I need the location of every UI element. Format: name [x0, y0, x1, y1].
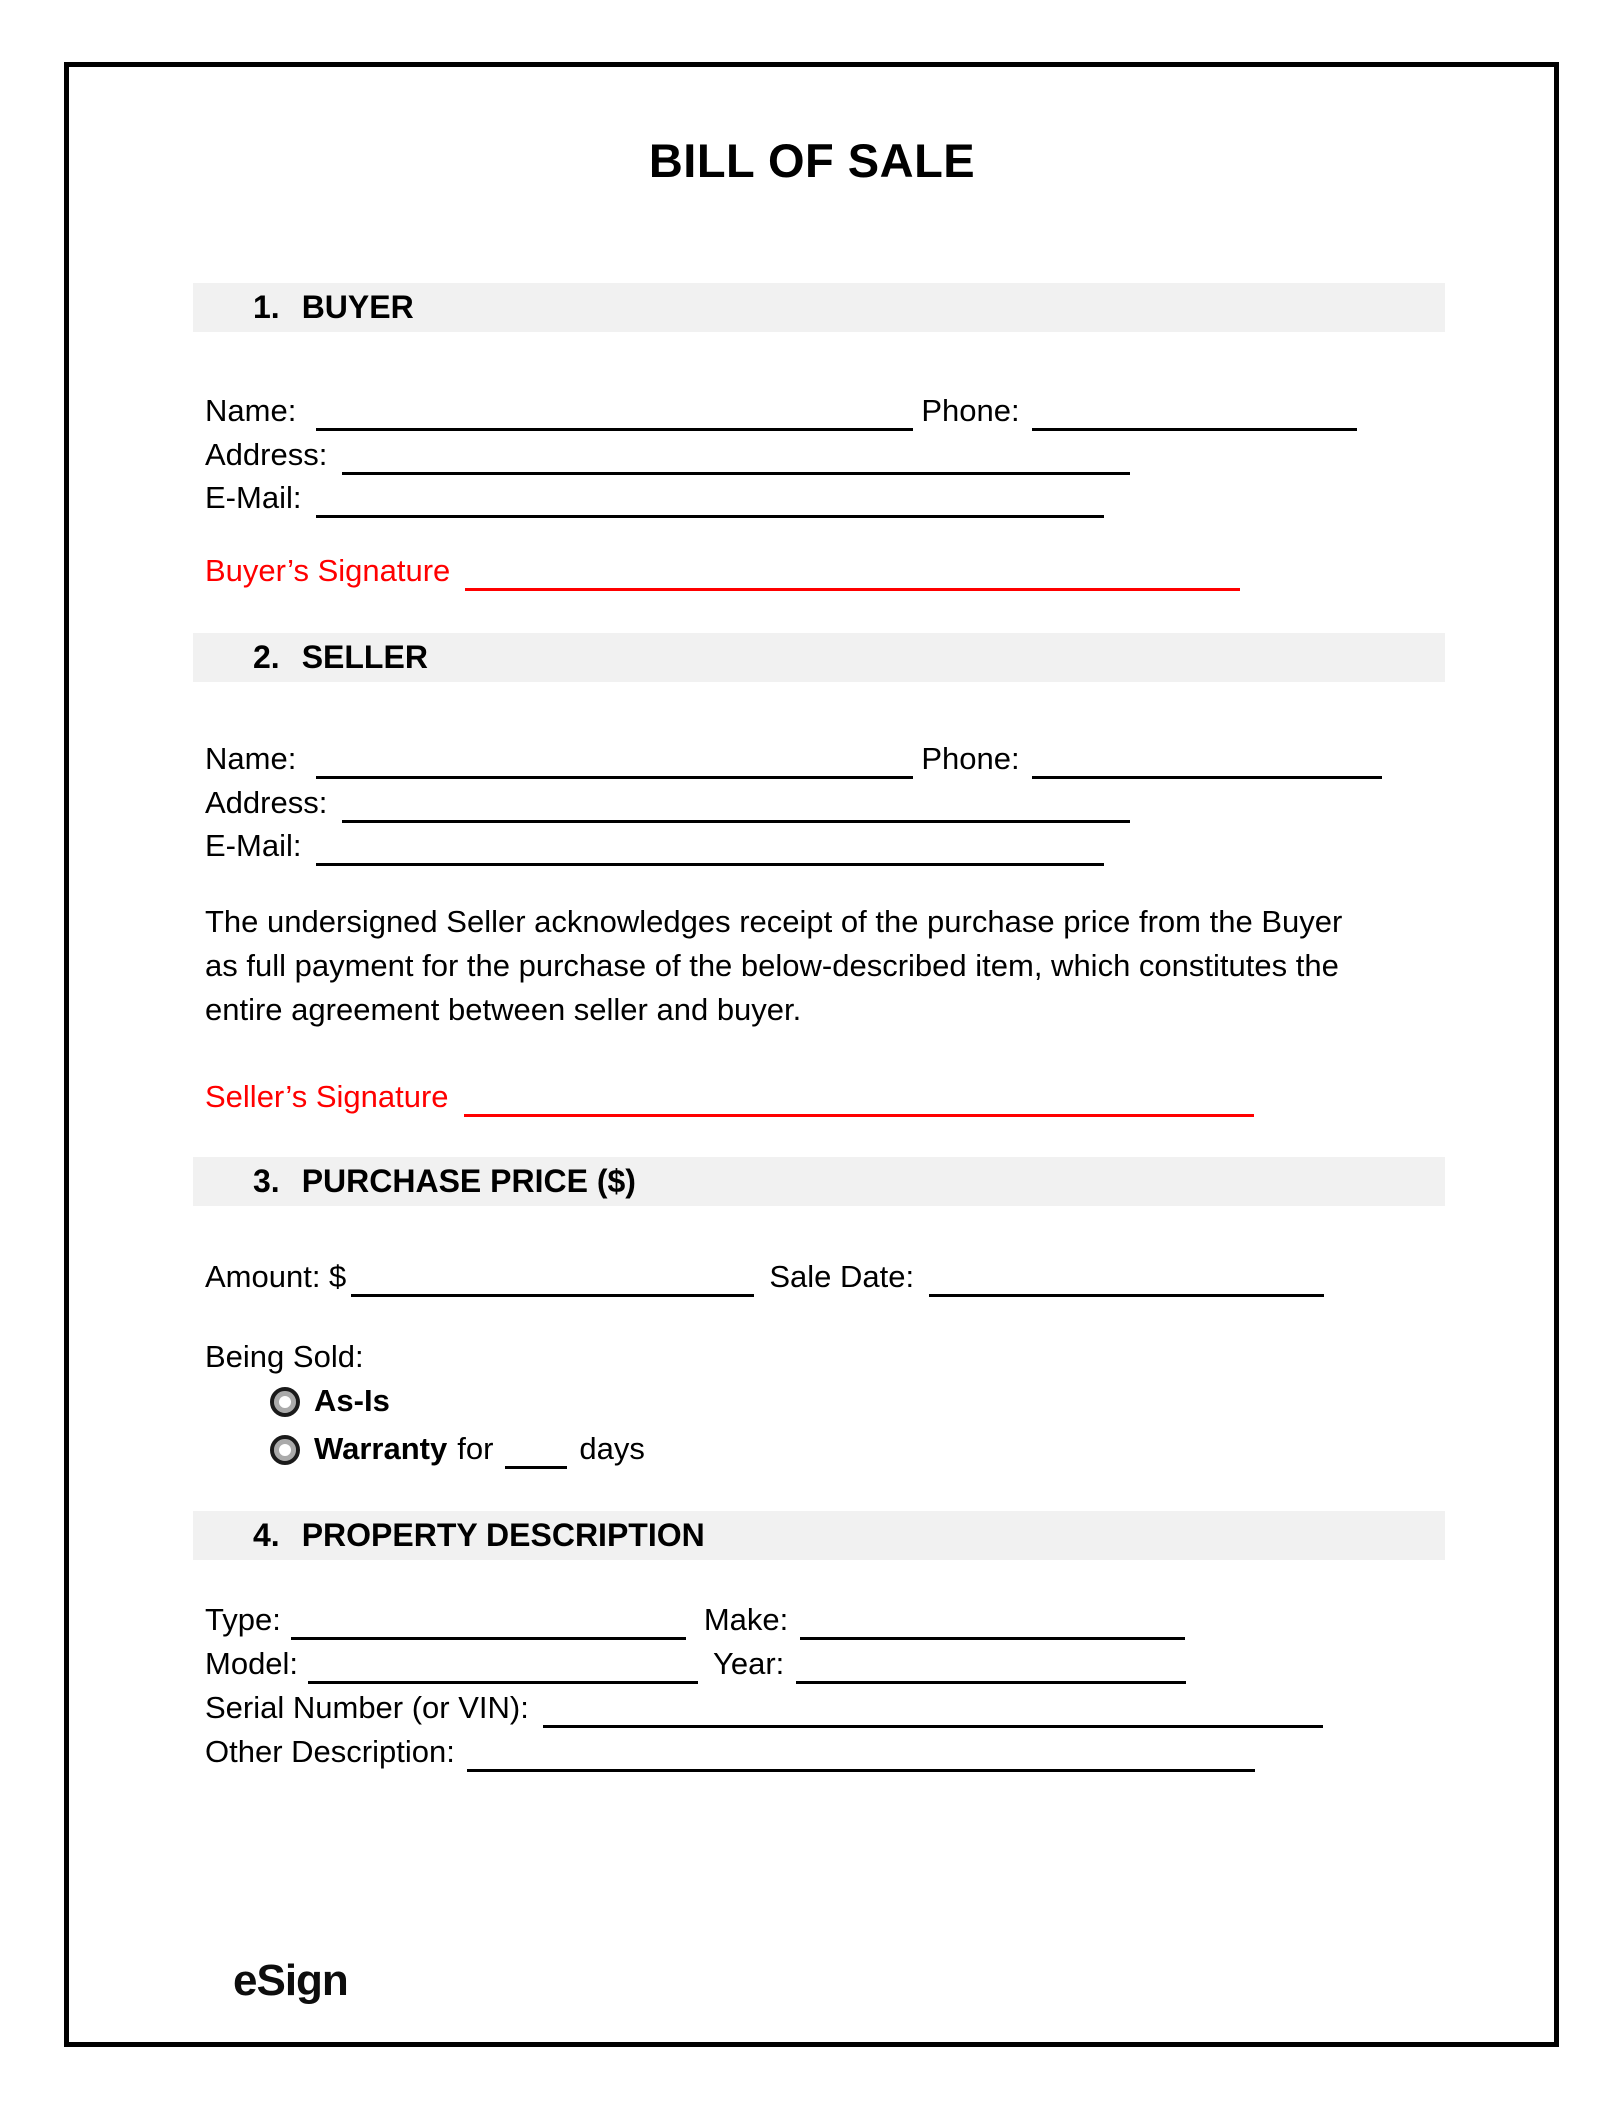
being-sold-row [205, 1337, 364, 1377]
warranty-radio[interactable] [270, 1435, 300, 1465]
amount-label: Amount: $ [205, 1259, 347, 1294]
as-is-option-row [270, 1381, 390, 1421]
section-number: 2. [253, 639, 280, 675]
model-label: Model: [205, 1646, 299, 1681]
type-input[interactable] [291, 1617, 686, 1640]
phone-label: Phone: [921, 741, 1020, 776]
year-label: Year: [713, 1646, 785, 1681]
warranty-days-label: days [579, 1431, 645, 1466]
other-description-input[interactable] [467, 1749, 1255, 1772]
other-description-label: Other Description: [205, 1734, 455, 1769]
seller-name-input[interactable] [316, 756, 913, 779]
section-heading: SELLER [301, 639, 428, 675]
seller-name-row [205, 739, 1382, 779]
warranty-days-input[interactable] [505, 1446, 567, 1469]
model-input[interactable] [308, 1661, 698, 1684]
seller-email-row [205, 826, 1104, 866]
section-number: 4. [253, 1517, 280, 1553]
section-header-buyer [193, 283, 1445, 332]
type-label: Type: [205, 1602, 281, 1637]
section-header-purchase-price [193, 1157, 1445, 1206]
section-heading: PURCHASE PRICE ($) [301, 1163, 636, 1199]
seller-acknowledgement-paragraph: The undersigned Seller acknowledges receipt of the purchase price from the Buyer as full payment for the purchase of the below-described item, which constitutes the entire agreement between seller and buyer. [205, 904, 1343, 1027]
buyer-address-row [205, 435, 1130, 475]
address-label: Address: [205, 785, 328, 820]
buyer-name-row [205, 391, 1357, 431]
type-make-row [205, 1600, 1185, 1640]
section-header-property [193, 1511, 1445, 1560]
sale-date-input[interactable] [929, 1274, 1324, 1297]
seller-address-row [205, 783, 1130, 823]
address-label: Address: [205, 437, 328, 472]
buyer-signature-row [205, 551, 1240, 591]
section-heading: PROPERTY DESCRIPTION [301, 1517, 705, 1553]
other-description-row [205, 1732, 1255, 1772]
warranty-label: Warranty [314, 1431, 448, 1466]
make-label: Make: [703, 1602, 789, 1637]
buyer-email-input[interactable] [316, 495, 1104, 518]
amount-input[interactable] [351, 1274, 754, 1297]
section-number: 3. [253, 1163, 280, 1199]
section-header-seller [193, 633, 1445, 682]
seller-email-input[interactable] [316, 843, 1104, 866]
serial-label: Serial Number (or VIN): [205, 1690, 529, 1725]
buyer-signature-input[interactable] [465, 568, 1240, 591]
buyer-email-row [205, 478, 1104, 518]
buyer-name-input[interactable] [316, 408, 913, 431]
as-is-label: As-Is [314, 1383, 390, 1418]
being-sold-label: Being Sold: [205, 1339, 364, 1374]
model-year-row [205, 1644, 1186, 1684]
year-input[interactable] [796, 1661, 1186, 1684]
seller-phone-input[interactable] [1032, 756, 1382, 779]
buyer-signature-label: Buyer’s Signature [205, 553, 451, 588]
esign-logo: eSign [233, 1956, 348, 2005]
serial-input[interactable] [543, 1705, 1323, 1728]
make-input[interactable] [800, 1617, 1185, 1640]
amount-row [205, 1257, 1324, 1297]
name-label: Name: [205, 393, 297, 428]
warranty-option-row [270, 1429, 645, 1469]
section-number: 1. [253, 289, 280, 325]
section-heading: BUYER [301, 289, 414, 325]
sale-date-label: Sale Date: [769, 1259, 915, 1294]
page-title: BILL OF SALE [648, 134, 976, 187]
seller-address-input[interactable] [342, 800, 1130, 823]
buyer-address-input[interactable] [342, 452, 1130, 475]
as-is-radio[interactable] [270, 1387, 300, 1417]
name-label: Name: [205, 741, 297, 776]
seller-signature-input[interactable] [464, 1094, 1254, 1117]
seller-signature-row [205, 1077, 1254, 1117]
email-label: E-Mail: [205, 480, 302, 515]
phone-label: Phone: [921, 393, 1020, 428]
seller-signature-label: Seller’s Signature [205, 1079, 449, 1114]
buyer-phone-input[interactable] [1032, 408, 1357, 431]
serial-row [205, 1688, 1323, 1728]
warranty-for-label: for [457, 1431, 494, 1466]
email-label: E-Mail: [205, 828, 302, 863]
